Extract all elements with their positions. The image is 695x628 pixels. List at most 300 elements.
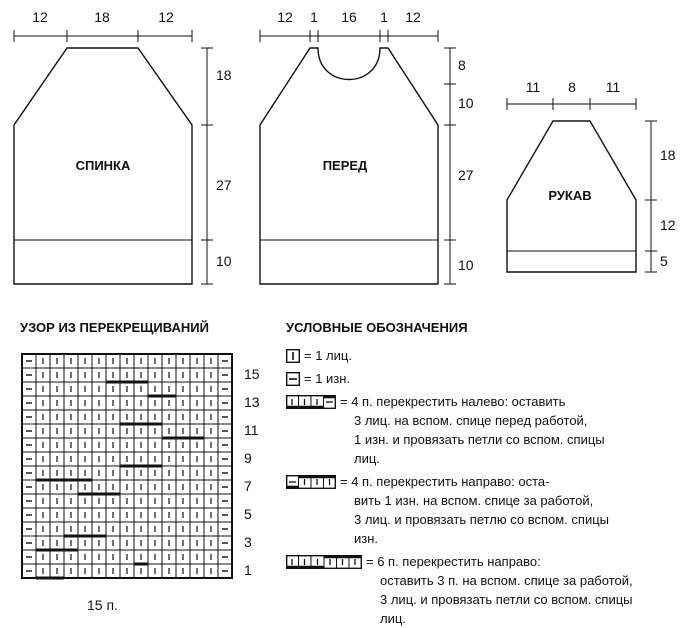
chart-cell bbox=[78, 354, 92, 368]
chart-cell bbox=[36, 564, 50, 578]
chart-cell bbox=[204, 522, 218, 536]
chart-cell bbox=[78, 550, 92, 564]
back-title: СПИНКА bbox=[75, 158, 131, 173]
chart-cell bbox=[64, 368, 78, 382]
chart-cell bbox=[22, 452, 36, 466]
chart-cell bbox=[50, 452, 64, 466]
chart-cell bbox=[176, 536, 190, 550]
chart-cell bbox=[22, 480, 36, 494]
chart-cell bbox=[120, 382, 134, 396]
chart-cell bbox=[204, 494, 218, 508]
chart-cell bbox=[190, 354, 204, 368]
chart-cell bbox=[190, 564, 204, 578]
front-top-dim-4: 1 bbox=[380, 9, 388, 25]
chart-cell bbox=[176, 354, 190, 368]
chart-cell bbox=[36, 396, 50, 410]
chart-cell bbox=[120, 480, 134, 494]
chart-cell bbox=[120, 410, 134, 424]
chart-cell bbox=[134, 354, 148, 368]
chart-cell bbox=[218, 564, 232, 578]
chart-cell bbox=[106, 564, 120, 578]
chart-cell bbox=[22, 536, 36, 550]
chart-cell bbox=[190, 536, 204, 550]
chart-cell bbox=[36, 466, 50, 480]
chart-cell bbox=[148, 396, 162, 410]
chart-cell bbox=[64, 550, 78, 564]
chart-cell bbox=[162, 550, 176, 564]
back-top-dim-2: 18 bbox=[94, 9, 110, 25]
chart-cell bbox=[92, 368, 106, 382]
row-number-1: 1 bbox=[244, 562, 252, 578]
legend-cross-right-6-line-4: лиц. bbox=[380, 611, 406, 626]
sleeve-top-dim-3: 11 bbox=[605, 79, 621, 95]
chart-cell bbox=[36, 550, 50, 564]
row-number-15: 15 bbox=[244, 366, 260, 382]
chart-cell bbox=[64, 410, 78, 424]
chart-cell bbox=[162, 424, 176, 438]
legend-knit-text: = 1 лиц. bbox=[304, 348, 352, 363]
knit-symbol-icon bbox=[286, 349, 300, 363]
legend-cross-left-4-line-2: 3 лиц. на вспом. спице перед работой, bbox=[354, 413, 588, 428]
chart-cell bbox=[92, 564, 106, 578]
chart-cell bbox=[134, 536, 148, 550]
legend-cross-right-4-line-1: = 4 п. перекрестить направо: оста- bbox=[340, 474, 550, 489]
front-piece bbox=[260, 9, 474, 284]
chart-cell bbox=[162, 438, 176, 452]
chart-cell bbox=[176, 494, 190, 508]
chart-cell bbox=[92, 382, 106, 396]
chart-cell bbox=[218, 396, 232, 410]
cross-right-4-symbol-icon bbox=[286, 475, 336, 489]
chart-cell bbox=[106, 536, 120, 550]
chart-cell bbox=[64, 522, 78, 536]
cross-left-4-symbol-icon bbox=[286, 395, 336, 409]
chart-cell bbox=[218, 508, 232, 522]
chart-cell bbox=[204, 368, 218, 382]
back-side-dim-1: 18 bbox=[216, 67, 232, 83]
chart-cell bbox=[36, 494, 50, 508]
chart-cell bbox=[176, 410, 190, 424]
chart-cell bbox=[204, 452, 218, 466]
chart-cell bbox=[64, 382, 78, 396]
chart-cell bbox=[50, 522, 64, 536]
chart-cell bbox=[148, 550, 162, 564]
row-number-13: 13 bbox=[244, 394, 260, 410]
chart-cell bbox=[106, 438, 120, 452]
chart-cell bbox=[22, 438, 36, 452]
sleeve-side-dim-3: 5 bbox=[660, 253, 668, 269]
row-number-9: 9 bbox=[244, 450, 252, 466]
sleeve-top-dim-2: 8 bbox=[568, 79, 576, 95]
chart-cell bbox=[218, 368, 232, 382]
chart-cell bbox=[204, 466, 218, 480]
chart-cell bbox=[134, 508, 148, 522]
chart-cell bbox=[190, 494, 204, 508]
row-number-5: 5 bbox=[244, 506, 252, 522]
chart-cell bbox=[106, 424, 120, 438]
chart-cell bbox=[36, 438, 50, 452]
chart-cell bbox=[36, 368, 50, 382]
chart-cell bbox=[78, 480, 92, 494]
chart-cell bbox=[22, 396, 36, 410]
chart-cell bbox=[120, 508, 134, 522]
chart-cell bbox=[22, 550, 36, 564]
cross-right-6-symbol-icon bbox=[286, 555, 362, 569]
chart-cell bbox=[22, 466, 36, 480]
chart-cell bbox=[176, 508, 190, 522]
chart-cell bbox=[176, 466, 190, 480]
chart-cell bbox=[148, 466, 162, 480]
chart-cell bbox=[36, 536, 50, 550]
chart-cell bbox=[78, 438, 92, 452]
legend-cross-right-6-line-1: = 6 п. перекрестить направо: bbox=[366, 554, 541, 569]
chart-cell bbox=[50, 382, 64, 396]
chart-cell bbox=[64, 396, 78, 410]
front-side-dim-2: 10 bbox=[458, 95, 474, 111]
chart-title: УЗОР ИЗ ПЕРЕКРЕЩИВАНИЙ bbox=[20, 320, 209, 335]
chart-cell bbox=[106, 410, 120, 424]
chart-cell bbox=[106, 396, 120, 410]
chart-cell bbox=[50, 536, 64, 550]
chart-cell bbox=[190, 550, 204, 564]
chart-cell bbox=[106, 508, 120, 522]
chart-cell bbox=[106, 550, 120, 564]
chart-cell bbox=[120, 438, 134, 452]
chart-cell bbox=[134, 452, 148, 466]
chart-cell bbox=[162, 536, 176, 550]
chart-cell bbox=[120, 368, 134, 382]
chart-cell bbox=[148, 522, 162, 536]
chart-cell bbox=[106, 368, 120, 382]
chart-cell bbox=[176, 564, 190, 578]
chart-cell bbox=[120, 466, 134, 480]
legend-item-cross-right-6 bbox=[286, 552, 686, 628]
chart-cell bbox=[92, 354, 106, 368]
chart-cell bbox=[218, 466, 232, 480]
chart-cell bbox=[92, 508, 106, 522]
chart-cell bbox=[22, 410, 36, 424]
chart-cell bbox=[190, 410, 204, 424]
chart-cell bbox=[134, 396, 148, 410]
chart-cell bbox=[106, 480, 120, 494]
legend bbox=[286, 346, 686, 628]
front-top-dim-5: 12 bbox=[405, 9, 421, 25]
chart-cell bbox=[190, 480, 204, 494]
chart-cell bbox=[148, 438, 162, 452]
chart-cell bbox=[50, 396, 64, 410]
legend-title: УСЛОВНЫЕ ОБОЗНАЧЕНИЯ bbox=[286, 320, 468, 335]
chart-cell bbox=[78, 564, 92, 578]
legend-cross-right-6-line-2: оставить 3 п. на вспом. спице за работой, bbox=[380, 573, 633, 588]
chart-cell bbox=[36, 424, 50, 438]
row-number-7: 7 bbox=[244, 478, 252, 494]
chart-cell bbox=[134, 424, 148, 438]
chart-cell bbox=[176, 396, 190, 410]
legend-cross-left-4-line-3: 1 изн. и провязать петли со вспом. спицы bbox=[354, 432, 605, 447]
chart-cell bbox=[50, 438, 64, 452]
chart-cell bbox=[92, 522, 106, 536]
chart-cell bbox=[78, 452, 92, 466]
legend-cross-right-6-line-3: 3 лиц. и провязать петли со вспом. спицы bbox=[380, 592, 633, 607]
chart-cell bbox=[134, 494, 148, 508]
chart-cell bbox=[78, 494, 92, 508]
chart-cell bbox=[162, 396, 176, 410]
chart-cell bbox=[64, 452, 78, 466]
chart-cell bbox=[162, 410, 176, 424]
chart-cell bbox=[218, 522, 232, 536]
back-top-dim-1: 12 bbox=[32, 9, 48, 25]
chart-cell bbox=[218, 480, 232, 494]
front-top-dim-2: 1 bbox=[310, 9, 318, 25]
chart-cell bbox=[218, 424, 232, 438]
chart-cell bbox=[176, 382, 190, 396]
chart-cell bbox=[204, 354, 218, 368]
chart-cell bbox=[134, 382, 148, 396]
chart-cell bbox=[134, 564, 148, 578]
chart-cell bbox=[162, 354, 176, 368]
sleeve-side-dim-2: 12 bbox=[660, 217, 676, 233]
sleeve-side-dim-1: 18 bbox=[660, 147, 676, 163]
purl-symbol-icon bbox=[286, 372, 300, 386]
chart-cell bbox=[78, 522, 92, 536]
garment-schematics bbox=[0, 0, 695, 300]
chart-cell bbox=[50, 508, 64, 522]
chart-cell bbox=[22, 354, 36, 368]
chart-cell bbox=[50, 550, 64, 564]
chart-cell bbox=[134, 522, 148, 536]
chart-cell bbox=[204, 424, 218, 438]
chart-cell bbox=[64, 424, 78, 438]
legend-cross-right-4-line-3: 3 лиц. и провязать петлю со вспом. спицы bbox=[354, 512, 609, 527]
chart-cell bbox=[134, 438, 148, 452]
chart-cell bbox=[190, 522, 204, 536]
chart-cell bbox=[120, 452, 134, 466]
chart-cell bbox=[120, 494, 134, 508]
chart-cell bbox=[50, 480, 64, 494]
chart-cell bbox=[204, 438, 218, 452]
legend-purl-text: = 1 изн. bbox=[304, 371, 351, 386]
chart-cell bbox=[92, 494, 106, 508]
chart-cell bbox=[134, 480, 148, 494]
legend-cross-left-4-line-4: лиц. bbox=[354, 451, 380, 466]
front-side-dim-3: 27 bbox=[458, 167, 474, 183]
chart-cell bbox=[218, 438, 232, 452]
chart-cell bbox=[36, 452, 50, 466]
chart-cell bbox=[162, 452, 176, 466]
chart-cell bbox=[162, 564, 176, 578]
chart-cell bbox=[176, 438, 190, 452]
chart-cell bbox=[92, 424, 106, 438]
chart-cell bbox=[218, 452, 232, 466]
chart-cell bbox=[148, 536, 162, 550]
row-number-3: 3 bbox=[244, 534, 252, 550]
chart-cell bbox=[218, 410, 232, 424]
chart-cell bbox=[92, 480, 106, 494]
back-piece bbox=[14, 9, 232, 284]
legend-item-cross-right-4 bbox=[286, 472, 686, 548]
chart-cell bbox=[134, 368, 148, 382]
chart-cell bbox=[22, 508, 36, 522]
chart-cell bbox=[218, 354, 232, 368]
legend-item-knit bbox=[286, 346, 686, 365]
chart-cell bbox=[64, 508, 78, 522]
legend-cross-left-4-line-1: = 4 п. перекрестить налево: оставить bbox=[340, 394, 566, 409]
chart-cell bbox=[106, 522, 120, 536]
chart-cell bbox=[22, 424, 36, 438]
chart-cell bbox=[78, 466, 92, 480]
chart-cell bbox=[92, 466, 106, 480]
chart-cell bbox=[92, 410, 106, 424]
chart-cell bbox=[36, 382, 50, 396]
chart-cell bbox=[106, 354, 120, 368]
chart-cell bbox=[148, 494, 162, 508]
chart-cell bbox=[92, 536, 106, 550]
chart-cell bbox=[204, 508, 218, 522]
chart-cell bbox=[36, 508, 50, 522]
chart-cell bbox=[134, 550, 148, 564]
row-number-11: 11 bbox=[244, 422, 259, 438]
chart-cell bbox=[64, 564, 78, 578]
chart-cell bbox=[36, 354, 50, 368]
chart-cell bbox=[92, 550, 106, 564]
chart-cell bbox=[204, 396, 218, 410]
chart-cell bbox=[162, 480, 176, 494]
chart-cell bbox=[148, 354, 162, 368]
chart-cell bbox=[64, 354, 78, 368]
chart-cell bbox=[78, 410, 92, 424]
chart-cell bbox=[36, 480, 50, 494]
chart-cell bbox=[204, 550, 218, 564]
chart-cell bbox=[50, 424, 64, 438]
chart-cell bbox=[148, 508, 162, 522]
chart-cell bbox=[106, 466, 120, 480]
chart-cell bbox=[78, 382, 92, 396]
back-side-dim-2: 27 bbox=[216, 177, 232, 193]
chart-cell bbox=[50, 368, 64, 382]
chart-cell bbox=[36, 410, 50, 424]
chart-cell bbox=[106, 494, 120, 508]
chart-cell bbox=[64, 466, 78, 480]
pattern-chart bbox=[20, 352, 240, 592]
chart-cell bbox=[134, 466, 148, 480]
back-side-dim-3: 10 bbox=[216, 253, 232, 269]
chart-cell bbox=[78, 424, 92, 438]
chart-cell bbox=[162, 466, 176, 480]
chart-cell bbox=[22, 368, 36, 382]
chart-cell bbox=[120, 564, 134, 578]
chart-cell bbox=[22, 382, 36, 396]
chart-cell bbox=[120, 536, 134, 550]
chart-cell bbox=[190, 424, 204, 438]
legend-cross-right-4-line-2: вить 1 изн. на вспом. спице за работой, bbox=[354, 493, 594, 508]
chart-cell bbox=[78, 396, 92, 410]
chart-cell bbox=[22, 494, 36, 508]
chart-cell bbox=[36, 522, 50, 536]
chart-cell bbox=[120, 354, 134, 368]
chart-cell bbox=[78, 508, 92, 522]
chart-cell bbox=[148, 368, 162, 382]
chart-cell bbox=[162, 494, 176, 508]
sleeve-top-dim-1: 11 bbox=[525, 79, 541, 95]
sleeve-piece bbox=[507, 79, 676, 272]
legend-cross-right-4-line-4: изн. bbox=[354, 531, 379, 546]
chart-cell bbox=[204, 480, 218, 494]
legend-item-cross-left-4 bbox=[286, 392, 686, 468]
sleeve-title: РУКАВ bbox=[548, 188, 592, 203]
chart-cell bbox=[92, 438, 106, 452]
chart-cell bbox=[218, 494, 232, 508]
chart-cell bbox=[64, 494, 78, 508]
chart-cell bbox=[190, 382, 204, 396]
chart-cell bbox=[218, 536, 232, 550]
chart-cell bbox=[218, 550, 232, 564]
chart-cell bbox=[162, 508, 176, 522]
chart-cell bbox=[204, 564, 218, 578]
chart-cell bbox=[120, 550, 134, 564]
chart-cell bbox=[176, 424, 190, 438]
chart-cell bbox=[50, 354, 64, 368]
chart-cell bbox=[50, 466, 64, 480]
chart-cell bbox=[50, 564, 64, 578]
chart-cell bbox=[120, 522, 134, 536]
chart-cell bbox=[148, 564, 162, 578]
chart-cell bbox=[134, 410, 148, 424]
chart-cell bbox=[120, 396, 134, 410]
chart-cell bbox=[176, 452, 190, 466]
front-top-dim-3: 16 bbox=[341, 9, 357, 25]
chart-cell bbox=[190, 438, 204, 452]
stitch-count: 15 п. bbox=[87, 597, 118, 613]
chart-cell bbox=[190, 508, 204, 522]
chart-cell bbox=[148, 410, 162, 424]
chart-cell bbox=[106, 382, 120, 396]
chart-cell bbox=[106, 452, 120, 466]
front-side-dim-4: 10 bbox=[458, 257, 474, 273]
chart-cell bbox=[148, 424, 162, 438]
chart-cell bbox=[92, 396, 106, 410]
chart-cell bbox=[162, 522, 176, 536]
chart-cell bbox=[148, 452, 162, 466]
chart-cell bbox=[190, 368, 204, 382]
front-side-dim-1: 8 bbox=[458, 57, 466, 73]
chart-cell bbox=[50, 494, 64, 508]
chart-cell bbox=[204, 536, 218, 550]
front-top-dim-1: 12 bbox=[277, 9, 293, 25]
chart-cell bbox=[64, 438, 78, 452]
chart-cell bbox=[78, 536, 92, 550]
chart-cell bbox=[218, 382, 232, 396]
chart-cell bbox=[176, 522, 190, 536]
chart-cell bbox=[162, 368, 176, 382]
chart-cell bbox=[190, 466, 204, 480]
legend-item-purl bbox=[286, 369, 686, 388]
chart-cell bbox=[162, 382, 176, 396]
chart-cell bbox=[64, 536, 78, 550]
chart-cell bbox=[148, 382, 162, 396]
chart-cell bbox=[176, 480, 190, 494]
chart-cell bbox=[78, 368, 92, 382]
chart-cell bbox=[50, 410, 64, 424]
chart-cell bbox=[120, 424, 134, 438]
chart-cell bbox=[92, 452, 106, 466]
chart-cell bbox=[176, 368, 190, 382]
front-title: ПЕРЕД bbox=[322, 158, 368, 173]
chart-cell bbox=[64, 480, 78, 494]
chart-cell bbox=[176, 550, 190, 564]
chart-cell bbox=[190, 396, 204, 410]
chart-cell bbox=[204, 410, 218, 424]
chart-cell bbox=[148, 480, 162, 494]
